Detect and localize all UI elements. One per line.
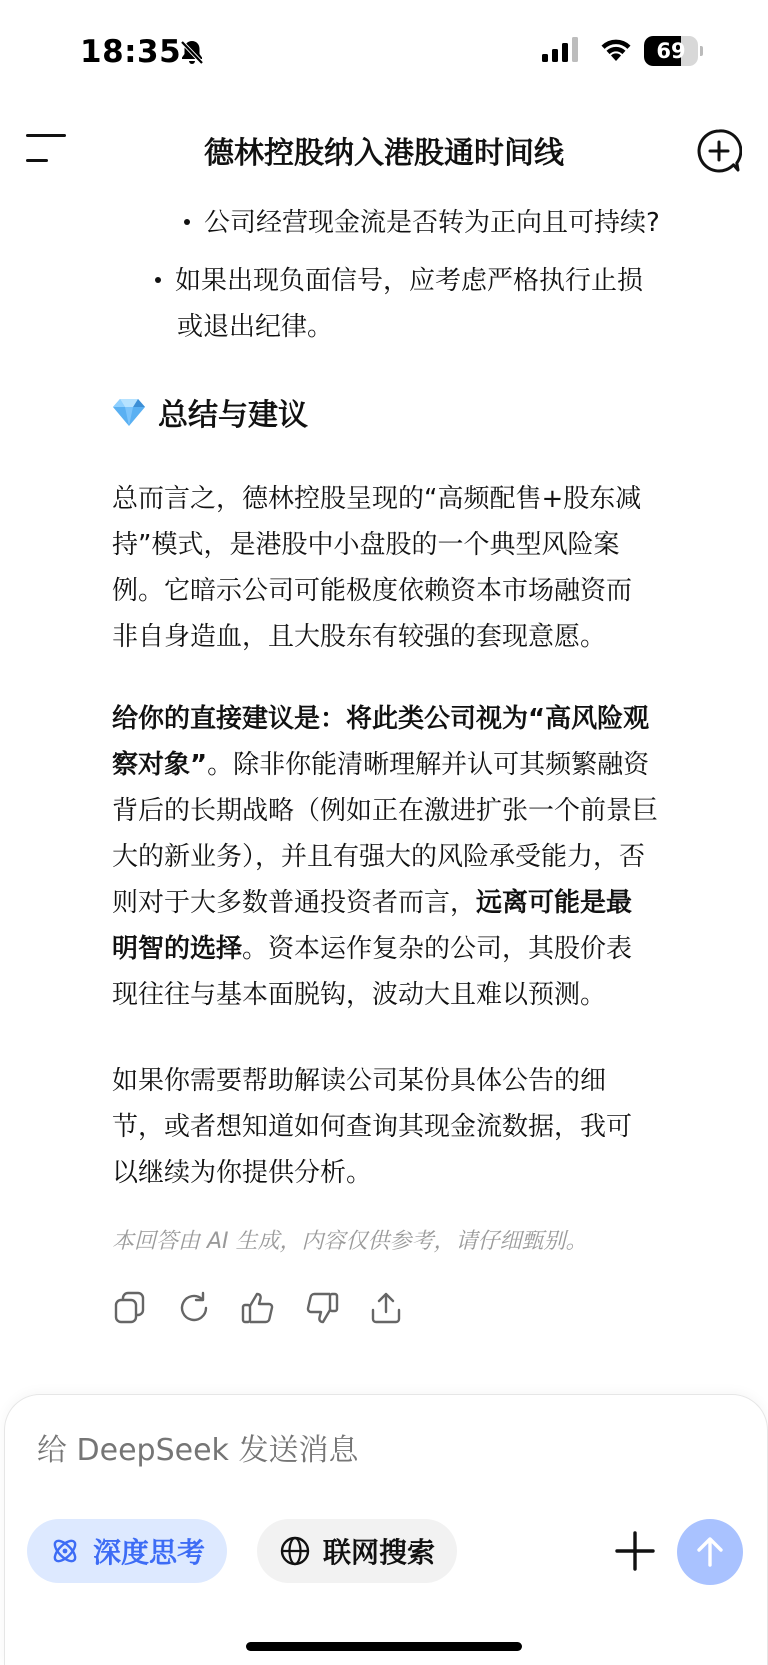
regenerate-icon[interactable] bbox=[176, 1290, 212, 1326]
wifi-icon bbox=[598, 34, 634, 64]
gem-icon bbox=[112, 397, 146, 427]
ai-disclaimer: 本回答由 AI 生成，内容仅供参考，请仔细甄别。 bbox=[112, 1229, 588, 1254]
paragraph-followup: 如果你需要帮助解读公司某份具体公告的细 节，或者想知道如何查询其现金流数据，我可 以继续为你提供分析。 bbox=[112, 1066, 633, 1188]
deep-think-toggle[interactable]: 深度思考 bbox=[27, 1519, 227, 1583]
thumbs-up-icon[interactable] bbox=[240, 1290, 276, 1326]
message-composer bbox=[4, 1394, 768, 1665]
chat-header bbox=[0, 110, 768, 190]
share-icon[interactable] bbox=[368, 1290, 404, 1326]
new-chat-icon[interactable] bbox=[696, 128, 742, 174]
atom-icon bbox=[49, 1535, 81, 1567]
message-input[interactable] bbox=[37, 1433, 597, 1468]
list-item: 如果出现负面信号，应考虑严格执行止损 bbox=[155, 258, 643, 304]
send-button[interactable] bbox=[677, 1519, 743, 1585]
status-time: 18:35 bbox=[80, 34, 182, 70]
battery-percent: 69 bbox=[656, 39, 686, 63]
battery-indicator bbox=[644, 36, 702, 66]
page-title: 德林控股纳入港股通时间线 bbox=[204, 136, 564, 171]
bullet-dot bbox=[155, 277, 161, 283]
home-indicator bbox=[246, 1642, 522, 1651]
globe-icon bbox=[279, 1535, 311, 1567]
status-bar bbox=[0, 0, 768, 100]
answer-actions bbox=[112, 1290, 404, 1326]
web-search-toggle[interactable]: 联网搜索 bbox=[257, 1519, 457, 1583]
mute-bell-icon bbox=[178, 38, 206, 66]
paragraph-summary: 总而言之，德林控股呈现的“高频配售+股东减 持”模式，是港股中小盘股的一个典型风险案 例。它暗示公司可能极度依赖资本市场融资而 非自身造血，且大股东有较强的套现意愿。 bbox=[112, 484, 642, 652]
copy-icon[interactable] bbox=[112, 1290, 148, 1326]
add-attachment-button[interactable] bbox=[613, 1529, 657, 1573]
list-item: 公司经营现金流是否转为正向且可持续? bbox=[184, 200, 660, 246]
thumbs-down-icon[interactable] bbox=[304, 1290, 340, 1326]
arrow-up-icon bbox=[693, 1535, 727, 1569]
bullet-dot bbox=[184, 219, 190, 225]
list-item-continuation: 或退出纪律。 bbox=[177, 312, 334, 342]
section-heading: 总结与建议 bbox=[112, 390, 308, 434]
cellular-signal-icon bbox=[542, 36, 582, 64]
paragraph-advice: 给你的直接建议是：将此类公司视为“高风险观 察对象”。除非你能清晰理解并认可其频繁融资 背后的长期战略（例如正在激进扩张一个前景巨 大的新业务），并且有强大的风险承受能力，否 则对于大多数普通投资者而言，远离可能是最 明智的选择。资本运作复杂的公司，其股价表 现往往与基本面脱钩，波动大且难以预测。 bbox=[112, 704, 659, 1010]
